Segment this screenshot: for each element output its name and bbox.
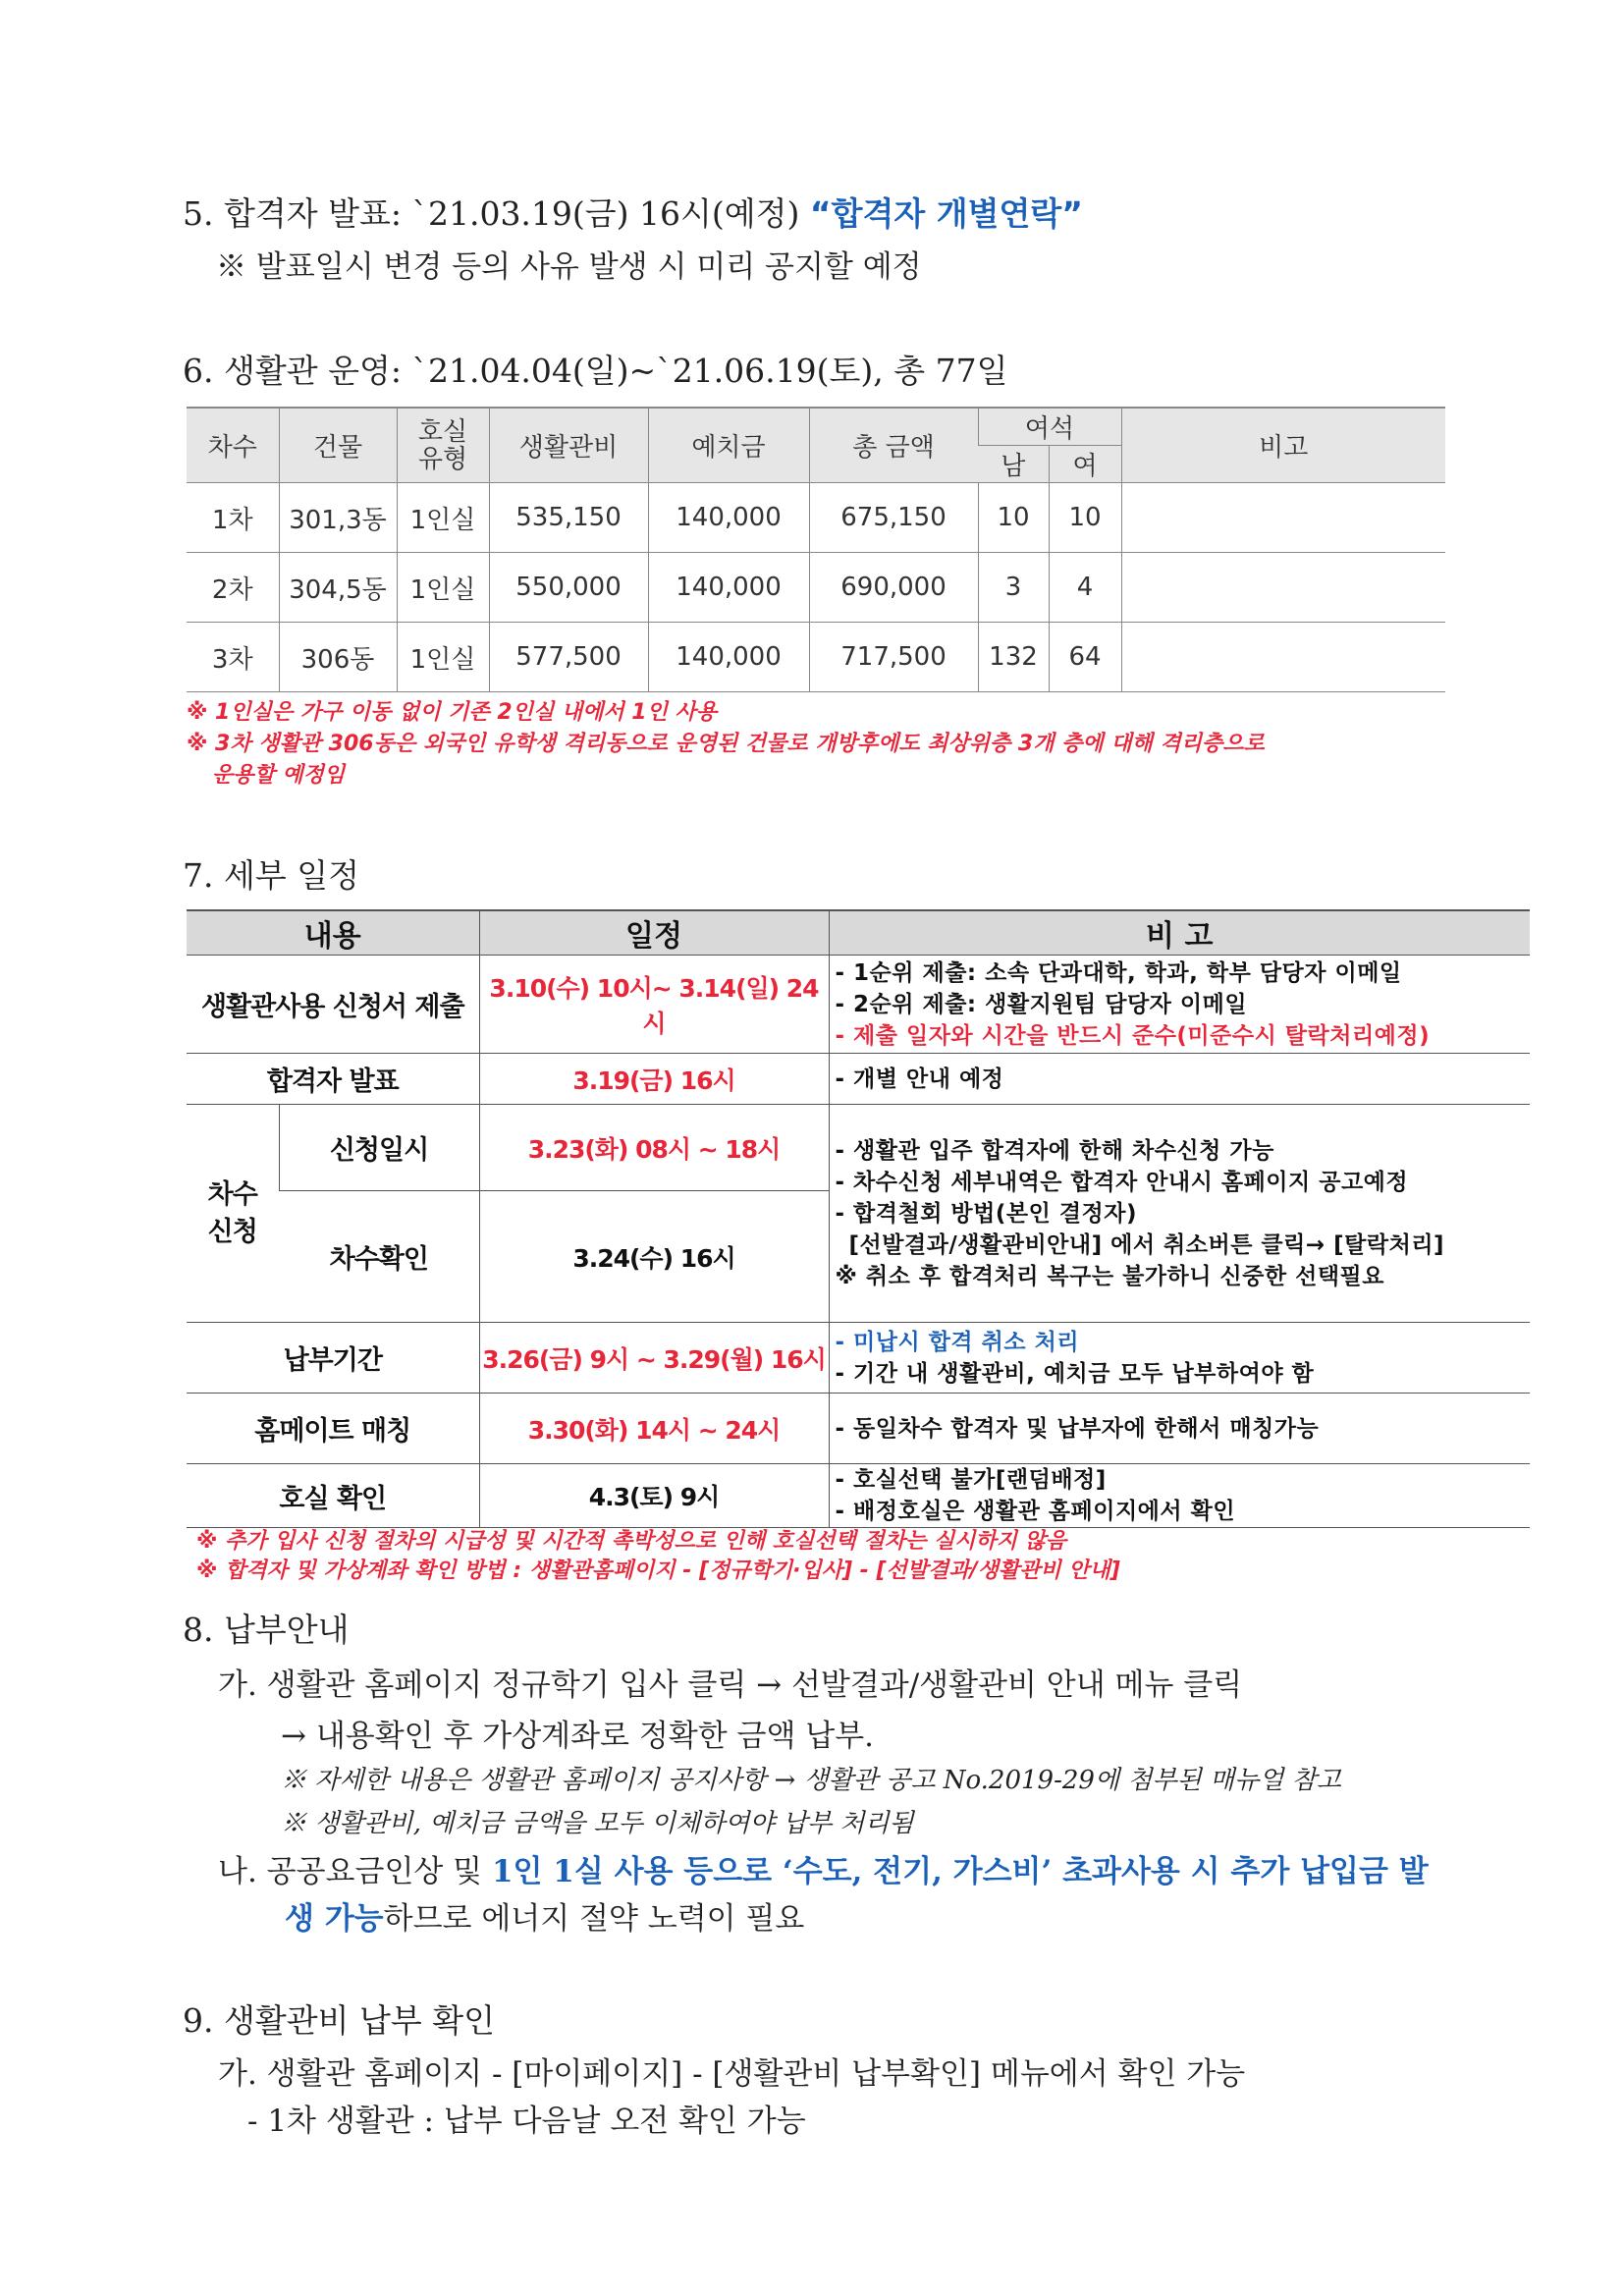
table-row: 호실 확인 4.3(토) 9시 - 호실선택 불가[랜덤배정] - 배정호실은 생활관 홈페이지에서 확인: [187, 1464, 1530, 1528]
operation-table: [187, 407, 1445, 692]
section-6-title: 6. 생활관 운영: `21.04.04(일)~`21.06.19(토), 총 77일: [183, 352, 1008, 390]
table-row: 납부기간 3.26(금) 9시 ~ 3.29(월) 16시 - 미납시 합격 취소 처리 - 기간 내 생활관비, 예치금 모두 납부하여야 함: [187, 1323, 1530, 1394]
header-deposit: 예치금: [648, 408, 809, 483]
operation-note-3: 운용할 예정임: [212, 763, 346, 788]
table-row: 생활관사용 신청서 제출 3.10(수) 10시~ 3.14(일) 24시 - 1순위 제출: 소속 단과대학, 학과, 학부 담당자 이메일 - 2순위 제출: 생활지원팀 담당자 이메일 - 제출 일자와 시간을 반드시 준수(미준수시 탈락처리예정): [187, 956, 1530, 1054]
header-content: 내용: [187, 910, 479, 956]
announcement-text: 5. 합격자 발표: `21.03.19(금) 16시(예정): [183, 194, 800, 233]
header-fee: 생활관비: [489, 408, 648, 483]
operation-note-1: ※ 1인실은 가구 이동 없이 기존 2인실 내에서 1인 사용: [187, 700, 718, 725]
header-male: 남: [978, 446, 1049, 483]
table-row: 3차 306동 1인실 577,500 140,000 717,500 132 64: [187, 623, 1445, 692]
section-5-note: ※ 발표일시 변경 등의 사유 발생 시 미리 공지할 예정: [216, 249, 922, 285]
schedule-note-2: ※ 합격자 및 가상계좌 확인 방법 : 생활관홈페이지 - [정규학기·입사] - [선발결과/생활관비 안내]: [196, 1558, 1120, 1583]
section-9-title: 9. 생활관비 납부 확인: [183, 2001, 495, 2040]
header-building: 건물: [279, 408, 397, 483]
table-row: 차수확인 3.24(수) 16시: [187, 1191, 1530, 1323]
section-5-title: [183, 189, 1083, 235]
header-room-type: 호실 유형: [397, 408, 489, 483]
table-row: 홈메이트 매칭 3.30(화) 14시 ~ 24시 - 동일차수 합격자 및 납부자에 한해서 매칭가능: [187, 1394, 1530, 1464]
header-remarks: 비 고: [829, 910, 1530, 956]
header-schedule: 일정: [479, 910, 829, 956]
payment-step-2: → 내용확인 후 가상계좌로 정확한 금액 납부.: [281, 1719, 875, 1754]
energy-notice-line-1: 나. 공공요금인상 및 1인 1실 사용 등으로 ‘수도, 전기, 가스비’ 초과사용 시 추가 납입금 발: [218, 1854, 1429, 1889]
section-7-title: 7. 세부 일정: [183, 856, 359, 895]
header-remarks: 비고: [1121, 408, 1445, 483]
header-total: 총 금액: [809, 408, 978, 483]
table-row: 2차 304,5동 1인실 550,000 140,000 690,000 3 4: [187, 553, 1445, 623]
announcement-highlight: “합격자 개별연락”: [809, 194, 1083, 233]
header-round: 차수: [187, 408, 279, 483]
schedule-table: [187, 909, 1530, 1528]
payment-step-1: 가. 생활관 홈페이지 정규학기 입사 클릭 → 선발결과/생활관비 안내 메뉴 클릭: [218, 1667, 1243, 1703]
payment-check-round-1: - 1차 생활관 : 납부 다음날 오전 확인 가능: [247, 2104, 806, 2139]
table-row: 1차 301,3동 1인실 535,150 140,000 675,150 10 10: [187, 483, 1445, 553]
operation-note-2: ※ 3차 생활관 306동은 외국인 유학생 격리동으로 운영된 건물로 개방후에도 최상위층 3개 층에 대해 격리층으로: [187, 732, 1265, 756]
payment-note-2: ※ 생활관비, 예치금 금액을 모두 이체하여야 납부 처리됨: [281, 1809, 914, 1838]
header-female: 여: [1049, 446, 1121, 483]
table-row: 합격자 발표 3.19(금) 16시 - 개별 안내 예정: [187, 1054, 1530, 1105]
header-vacancy: 여석: [978, 408, 1121, 446]
round-group-label: 차수 신청: [187, 1105, 279, 1323]
section-8-title: 8. 납부안내: [183, 1611, 350, 1649]
table-row: 차수 신청 신청일시 3.23(화) 08시 ~ 18시 - 생활관 입주 합격자에 한해 차수신청 가능 - 차수신청 세부내역은 합격자 안내시 홈페이지 공고예정 - 합격철회 방법(본인 결정자) [선발결과/생활관비안내] 에서 취소버튼 클릭→ [탈락처리] ※ 취소 후 합격처리 복구는 불가하니 신중한 선택필요: [187, 1105, 1530, 1191]
schedule-note-1: ※ 추가 입사 신청 절차의 시급성 및 시간적 촉박성으로 인해 호실선택 절차는 실시하지 않음: [196, 1529, 1067, 1554]
energy-notice-line-2: 생 가능하므로 에너지 절약 노력이 필요: [285, 1901, 805, 1937]
payment-check-method: 가. 생활관 홈페이지 - [마이페이지] - [생활관비 납부확인] 메뉴에서 확인 가능: [218, 2056, 1246, 2092]
payment-note-1: ※ 자세한 내용은 생활관 홈페이지 공지사항 → 생활관 공고 No.2019-29에 첨부된 매뉴얼 참고: [281, 1766, 1341, 1795]
